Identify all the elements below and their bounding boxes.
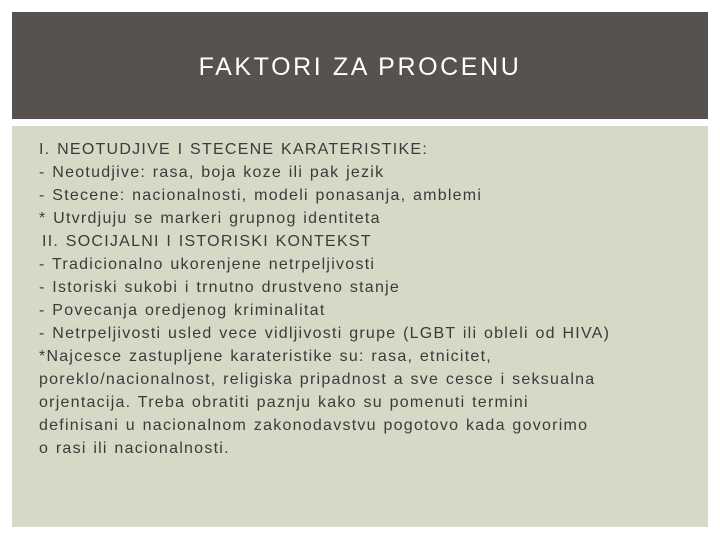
- summary-line: poreklo/nacionalnost, religiska pripadnost a sve cesce i seksualna: [39, 371, 596, 388]
- body-text: [39, 138, 701, 460]
- slide-title: FAKTORI ZA PROCENU: [198, 53, 522, 81]
- note-line: * Utvrdjuju se markeri grupnog identiteta: [39, 210, 381, 227]
- section-heading-1: I. NEOTUDJIVE I STECENE KARATERISTIKE:: [39, 141, 429, 158]
- content-box: [12, 126, 708, 527]
- bullet-line: - Stecene: nacionalnosti, modeli ponasanja, amblemi: [39, 187, 483, 204]
- summary-line: o rasi ili nacionalnosti.: [39, 440, 230, 457]
- bullet-line: - Povecanja oredjenog kriminalitat: [39, 302, 326, 319]
- title-bar: [12, 12, 708, 119]
- section-heading-2: II. SOCIJALNI I ISTORISKI KONTEKST: [42, 233, 372, 250]
- bullet-line: - Tradicionalno ukorenjene netrpeljivosti: [39, 256, 376, 273]
- bullet-line: - Istoriski sukobi i trnutno drustveno stanje: [39, 279, 401, 296]
- summary-line: *Najcesce zastupljene karateristike su: rasa, etnicitet,: [39, 348, 492, 365]
- summary-line: orjentacija. Treba obratiti paznju kako su pomenuti termini: [39, 394, 529, 411]
- bullet-line: - Neotudjive: rasa, boja koze ili pak jezik: [39, 164, 385, 181]
- bullet-line: - Netrpeljivosti usled vece vidljivosti grupe (LGBT ili obleli od HIVA): [39, 325, 611, 342]
- summary-line: definisani u nacionalnom zakonodavstvu pogotovo kada govorimo: [39, 417, 589, 434]
